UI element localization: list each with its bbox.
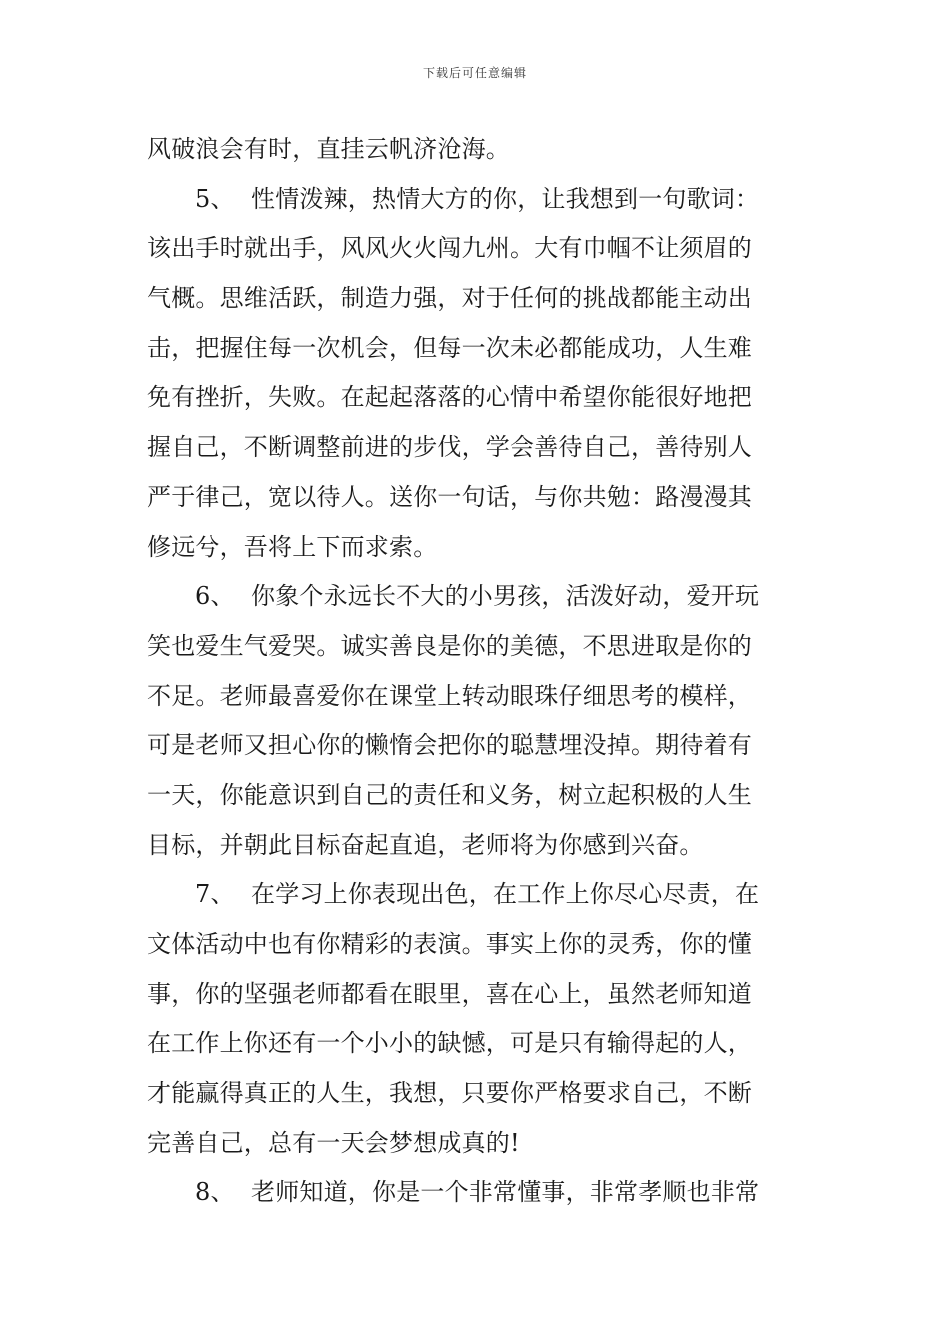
paragraph-first-line bbox=[147, 870, 807, 920]
text-line: 握自己，不断调整前进的步伐，学会善待自己，善待别人 bbox=[147, 433, 752, 462]
text-line: 免有挫折，失败。在起起落落的心情中希望你能很好地把 bbox=[147, 383, 752, 412]
text-line: 可是老师又担心你的懒惰会把你的聪慧埋没掉。期待着有 bbox=[147, 731, 752, 760]
text-line: 击，把握住每一次机会，但每一次未必都能成功，人生难 bbox=[147, 333, 752, 362]
text-line: 事，你的坚强老师都看在眼里，喜在心上，虽然老师知道 bbox=[147, 979, 752, 1008]
text-line: 完善自己，总有一天会梦想成真的! bbox=[147, 1128, 520, 1157]
paragraph-first-line bbox=[147, 1168, 807, 1218]
paragraph-first-line bbox=[147, 175, 807, 225]
text-line: 气概。思维活跃，制造力强，对于任何的挑战都能主动出 bbox=[147, 284, 752, 313]
text-line: 性情泼辣，热情大方的你，让我想到一句歌词： bbox=[251, 184, 760, 213]
text-line: 文体活动中也有你精彩的表演。事实上你的灵秀，你的懂 bbox=[147, 930, 752, 958]
item-number: 5、 bbox=[195, 184, 235, 213]
text-line: 严于律己，宽以待人。送你一句话，与你共勉：路漫漫其 bbox=[147, 482, 752, 511]
text-line: 笑也爱生气爱哭。诚实善良是你的美德，不思进取是你的 bbox=[147, 631, 752, 660]
page-header: 下载后可任意编辑 bbox=[422, 66, 527, 80]
text-line: 才能赢得真正的人生，我想，只要你严格要求自己，不断 bbox=[147, 1079, 752, 1108]
text-line: 修远兮，吾将上下而求索。 bbox=[147, 532, 438, 561]
item-number: 7、 bbox=[195, 880, 235, 909]
text-line: 该出手时就出手，风风火火闯九州。大有巾帼不让须眉的 bbox=[147, 234, 752, 263]
text-line: 一天，你能意识到自己的责任和义务，树立起积极的人生 bbox=[147, 780, 752, 809]
item-number: 6、 bbox=[195, 582, 235, 611]
text-line: 不足。老师最喜爱你在课堂上转动眼珠仔细思考的模样， bbox=[147, 681, 752, 710]
item-number: 8、 bbox=[195, 1178, 235, 1207]
text-line: 目标，并朝此目标奋起直追，老师将为你感到兴奋。 bbox=[147, 830, 704, 859]
document-body bbox=[147, 125, 807, 1218]
text-line: 你象个永远长不大的小男孩，活泼好动，爱开玩 bbox=[251, 582, 760, 611]
text-line: 风破浪会有时，直挂云帆济沧海。 bbox=[147, 135, 510, 163]
text-line: 老师知道，你是一个非常懂事，非常孝顺也非常 bbox=[251, 1178, 760, 1207]
text-line: 在学习上你表现出色，在工作上你尽心尽责，在 bbox=[251, 880, 760, 909]
text-line: 在工作上你还有一个小小的缺憾，可是只有输得起的人， bbox=[147, 1029, 752, 1058]
paragraph-first-line bbox=[147, 572, 807, 622]
